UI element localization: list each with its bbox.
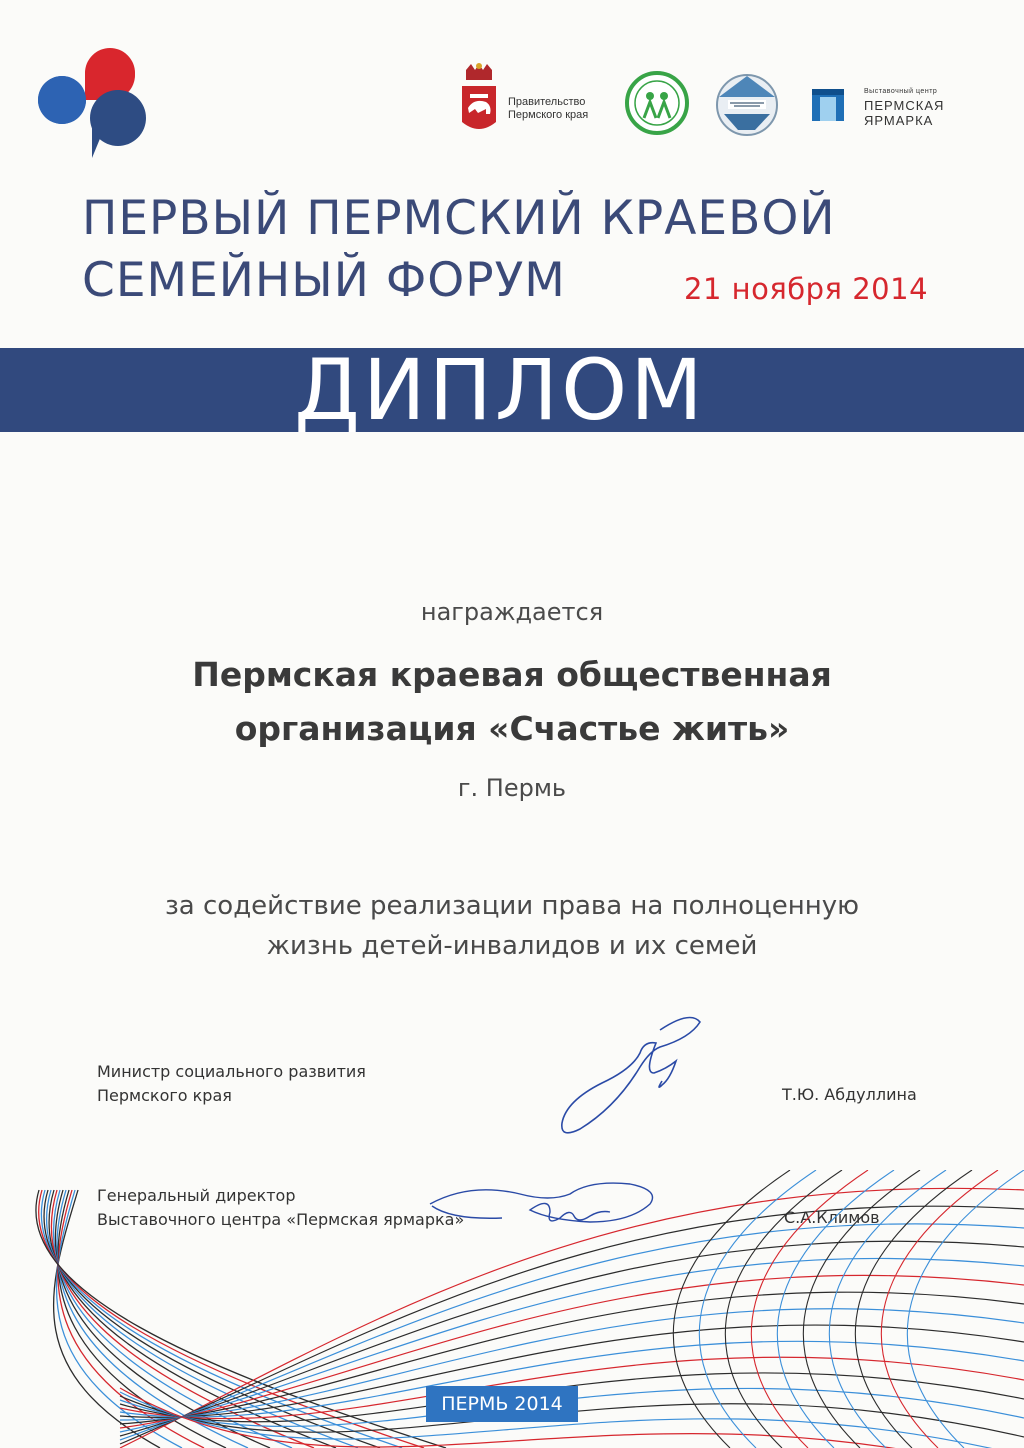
chamber-badge <box>717 75 777 135</box>
award-reason-line2: жизнь детей-инвалидов и их семей <box>266 931 758 961</box>
forum-title-line1: ПЕРВЫЙ ПЕРМСКИЙ КРАЕВОЙ <box>82 191 836 246</box>
award-reason-line1: за содействие реализации права на полноценную <box>164 891 860 921</box>
recipient-line2: организация «Счастье жить» <box>234 709 790 748</box>
wave-line <box>673 1170 790 1448</box>
signatory-2-role-line1: Генеральный директор <box>97 1186 296 1205</box>
forum-date: 21 ноября 2014 <box>684 272 929 306</box>
recipient-city: г. Пермь <box>457 774 567 802</box>
signature-2-scribble <box>420 1176 680 1236</box>
expo-logo <box>812 89 844 121</box>
wave-line <box>54 1190 160 1448</box>
wave-line <box>51 1190 314 1448</box>
government-caption: Правительство Пермского края <box>508 96 589 121</box>
wave-line <box>57 1190 248 1448</box>
expo-caption-small: Выставочный центр <box>864 88 938 95</box>
forum-title-line2: СЕМЕЙНЫЙ ФОРУМ <box>82 253 566 308</box>
recipient-organization <box>0 648 1024 756</box>
diploma-title: ДИПЛОМ <box>294 341 706 439</box>
recipient-line1: Пермская краевая общественная <box>192 655 832 694</box>
signatory-2-role-line2: Выставочного центра «Пермская ярмарка» <box>97 1210 465 1229</box>
signatory-1-role <box>97 1060 366 1108</box>
ombudsman-badge <box>627 73 687 133</box>
awarded-label: награждается <box>420 598 604 626</box>
expo-caption-name: ПЕРМСКАЯ ЯРМАРКА <box>864 98 945 128</box>
signatory-1-name: Т.Ю. Абдуллина <box>782 1085 917 1104</box>
wave-line <box>881 1170 998 1448</box>
award-reason <box>0 886 1024 966</box>
forum-logo <box>38 48 146 158</box>
signatory-2-name: С.А.Климов <box>784 1208 880 1227</box>
signatory-1-role-line1: Министр социального развития <box>97 1062 366 1081</box>
wave-line <box>39 1190 424 1448</box>
perm-emblem <box>462 63 496 129</box>
wave-line <box>58 1190 204 1448</box>
signature-1-scribble <box>540 1010 730 1140</box>
footer-badge: ПЕРМЬ 2014 <box>426 1386 578 1422</box>
signatory-1-role-line2: Пермского края <box>97 1086 232 1105</box>
